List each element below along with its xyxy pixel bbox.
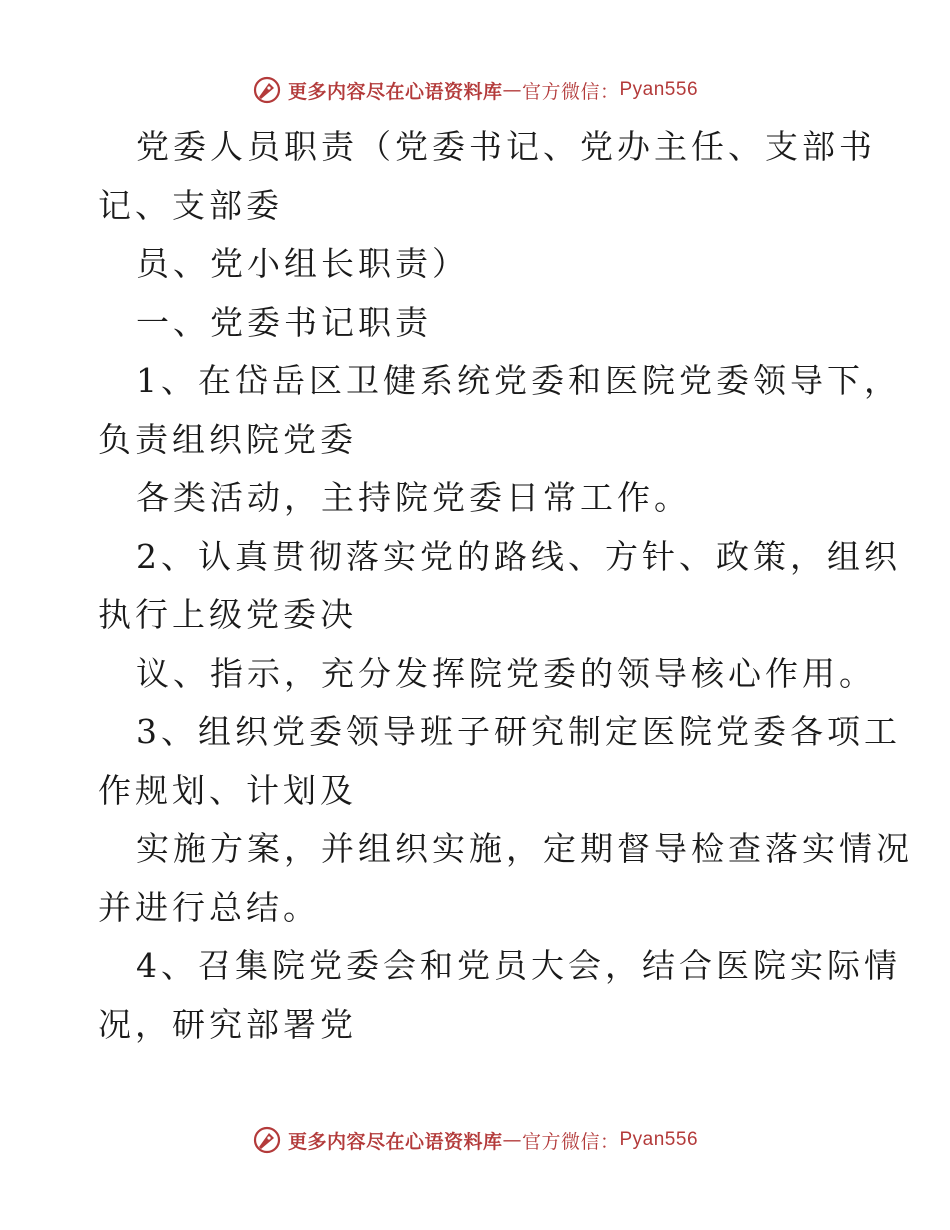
paragraph-line: 1、在岱岳区卫健系统党委和医院党委领导下，	[136, 361, 901, 400]
paragraph-line: 实施方案，并组织实施，定期督导检查落实情况	[136, 829, 913, 868]
banner-wechat-label: 官方微信：	[521, 1130, 620, 1153]
paragraph-line: 3、组织党委领导班子研究制定医院党委各项工	[136, 712, 901, 751]
doc-title-line-2: 记、支部委	[98, 185, 283, 225]
document-body	[98, 118, 913, 1054]
paragraph-line: 2、认真贯彻落实党的路线、方针、政策，组织	[136, 536, 901, 576]
paragraph-line: 并进行总结。	[98, 887, 320, 927]
pen-nib-logo-icon	[252, 75, 282, 105]
banner-brand-text: 更多内容尽在心语资料库	[287, 1130, 503, 1153]
banner-wechat-label: 官方微信：	[521, 80, 620, 103]
section-heading: 一、党委书记职责	[136, 302, 432, 342]
banner-wechat-id: Pyan556	[619, 79, 699, 100]
banner-separator: —	[502, 79, 522, 101]
paragraph-line: 负责组织院党委	[98, 419, 357, 459]
paragraph-line: 4、召集院党委会和党员大会，结合医院实际情	[136, 946, 901, 985]
header-banner	[0, 70, 950, 110]
paragraph-line: 执行上级党委决	[98, 595, 357, 634]
paragraph-line: 况，研究部署党	[98, 1004, 357, 1044]
paragraph-line: 各类活动，主持院党委日常工作。	[136, 478, 691, 517]
banner-brand-text: 更多内容尽在心语资料库	[287, 80, 503, 103]
paragraph-line: 议、指示，充分发挥院党委的领导核心作用。	[136, 653, 876, 693]
banner-wechat-id: Pyan556	[619, 1129, 699, 1150]
paragraph-line: 作规划、计划及	[98, 770, 357, 810]
footer-banner	[0, 1120, 950, 1160]
doc-title-line-1: 党委人员职责（党委书记、党办主任、支部书	[136, 127, 876, 166]
doc-title-line-3: 员、党小组长职责）	[136, 244, 469, 283]
banner-separator: —	[502, 1129, 522, 1151]
pen-nib-logo-icon	[252, 1125, 282, 1155]
